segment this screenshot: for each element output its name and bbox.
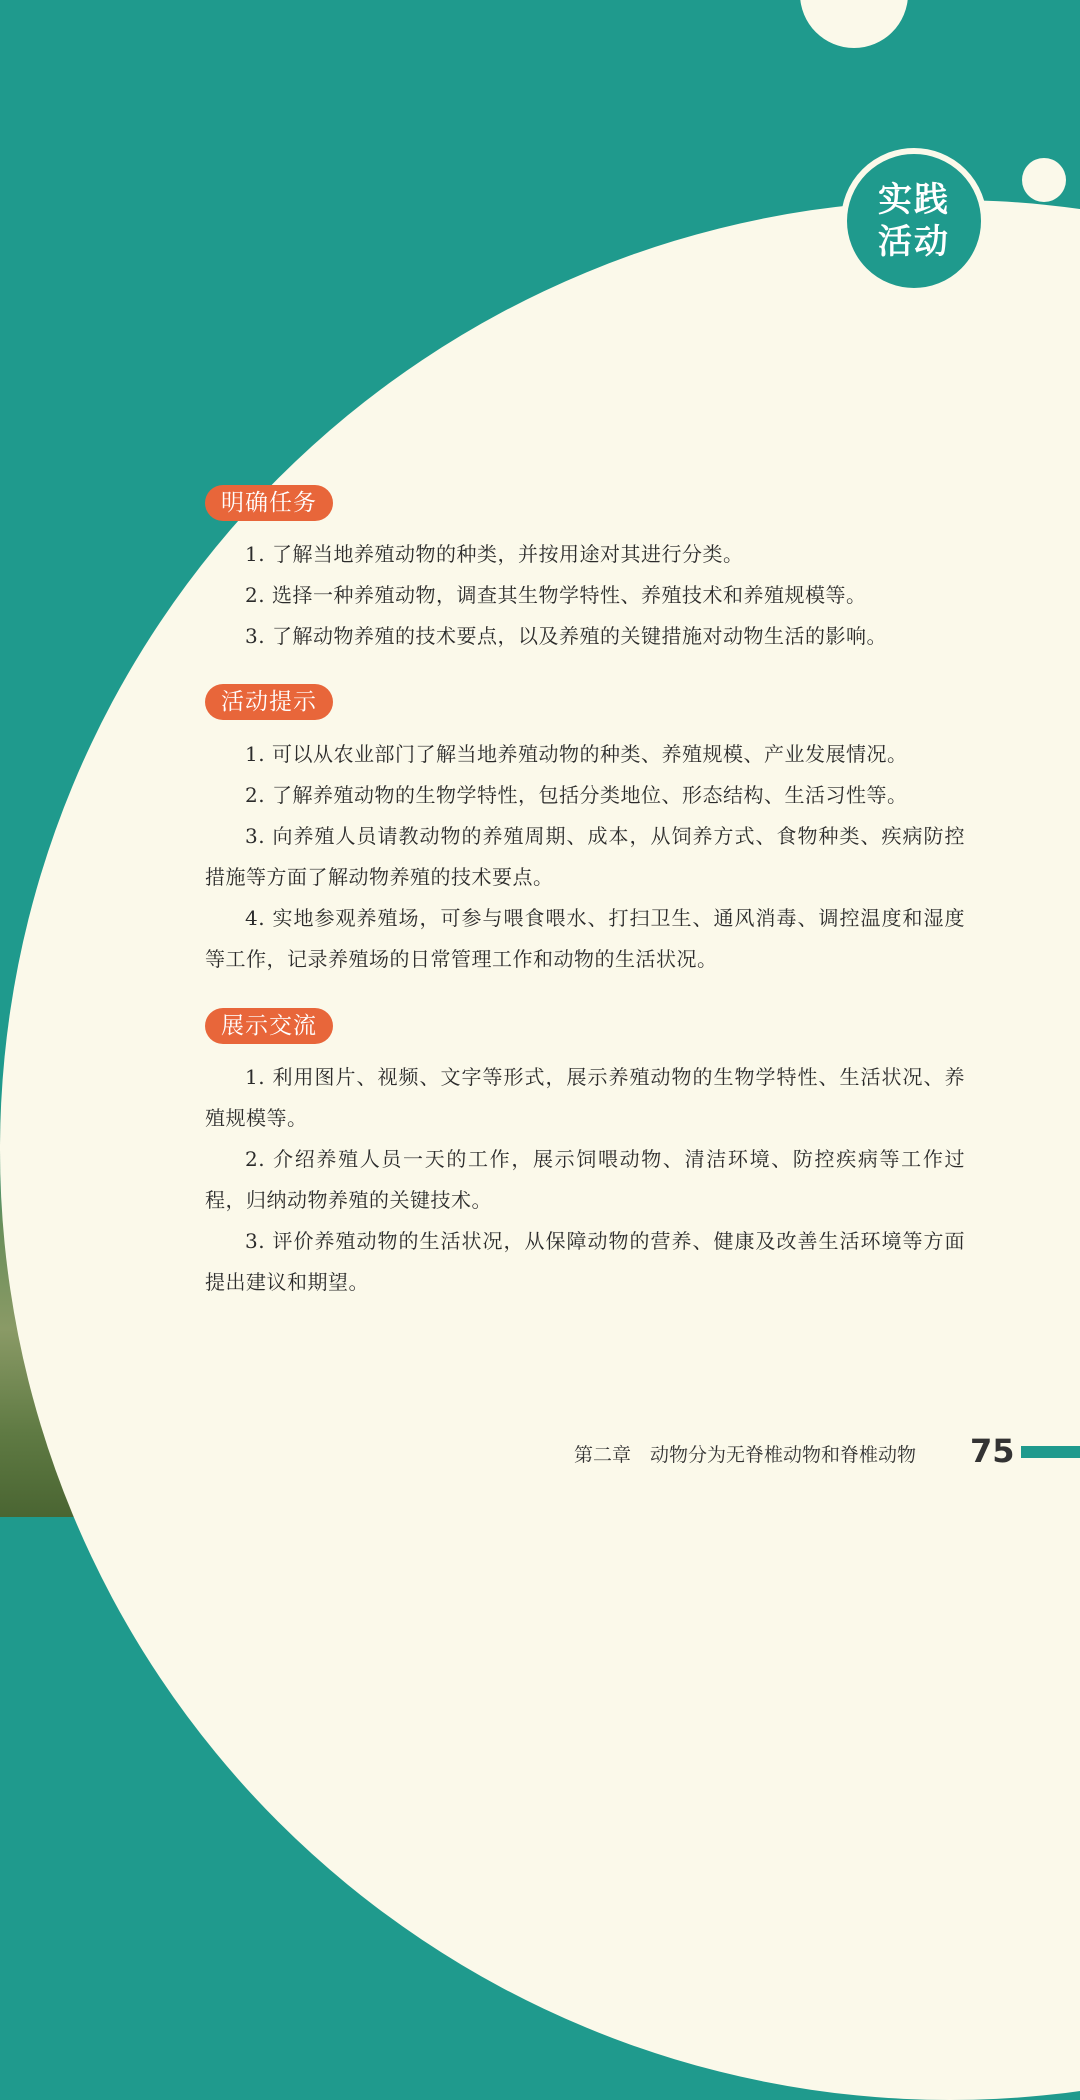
badge-line-2: 活动 bbox=[878, 222, 950, 262]
section-heading-tips: 活动提示 bbox=[205, 684, 333, 720]
section-heading-share: 展示交流 bbox=[205, 1008, 333, 1044]
footer-accent-bar bbox=[1021, 1446, 1080, 1458]
tips-item-2: 2. 了解养殖动物的生物学特性，包括分类地位、形态结构、生活习性等。 bbox=[245, 783, 908, 807]
chapter-title: 第二章 动物分为无脊椎动物和脊椎动物 bbox=[574, 1444, 917, 1466]
practice-activity-badge bbox=[841, 148, 987, 294]
share-item-3: 3. 评价养殖动物的生活状况，从保障动物的营养、健康及改善生活环境等方面提出建议和期望。 bbox=[205, 1229, 965, 1294]
decorative-circle-small bbox=[1022, 158, 1066, 202]
tips-item-3: 3. 向养殖人员请教动物的养殖周期、成本，从饲养方式、食物种类、疾病防控措施等方面了解动物养殖的技术要点。 bbox=[205, 824, 965, 889]
share-item-2: 2. 介绍养殖人员一天的工作，展示饲喂动物、清洁环境、防控疾病等工作过程，归纳动物养殖的关键技术。 bbox=[205, 1147, 965, 1212]
task-item-2: 2. 选择一种养殖动物，调查其生物学特性、养殖技术和养殖规模等。 bbox=[245, 583, 867, 607]
decorative-circle bbox=[800, 0, 908, 48]
tips-item-4: 4. 实地参观养殖场，可参与喂食喂水、打扫卫生、通风消毒、调控温度和湿度等工作，记录养殖场的日常管理工作和动物的生活状况。 bbox=[205, 906, 965, 971]
tips-item-1: 1. 可以从农业部门了解当地养殖动物的种类、养殖规模、产业发展情况。 bbox=[245, 742, 908, 766]
section-heading-task: 明确任务 bbox=[205, 485, 333, 521]
page-number: 75 bbox=[970, 1432, 1015, 1470]
task-item-3: 3. 了解动物养殖的技术要点，以及养殖的关键措施对动物生活的影响。 bbox=[245, 624, 887, 648]
share-item-1: 1. 利用图片、视频、文字等形式，展示养殖动物的生物学特性、生活状况、养殖规模等。 bbox=[205, 1065, 965, 1130]
badge-line-1: 实践 bbox=[878, 180, 950, 220]
page-footer bbox=[540, 1432, 1080, 1472]
task-item-1: 1. 了解当地养殖动物的种类，并按用途对其进行分类。 bbox=[245, 542, 744, 566]
